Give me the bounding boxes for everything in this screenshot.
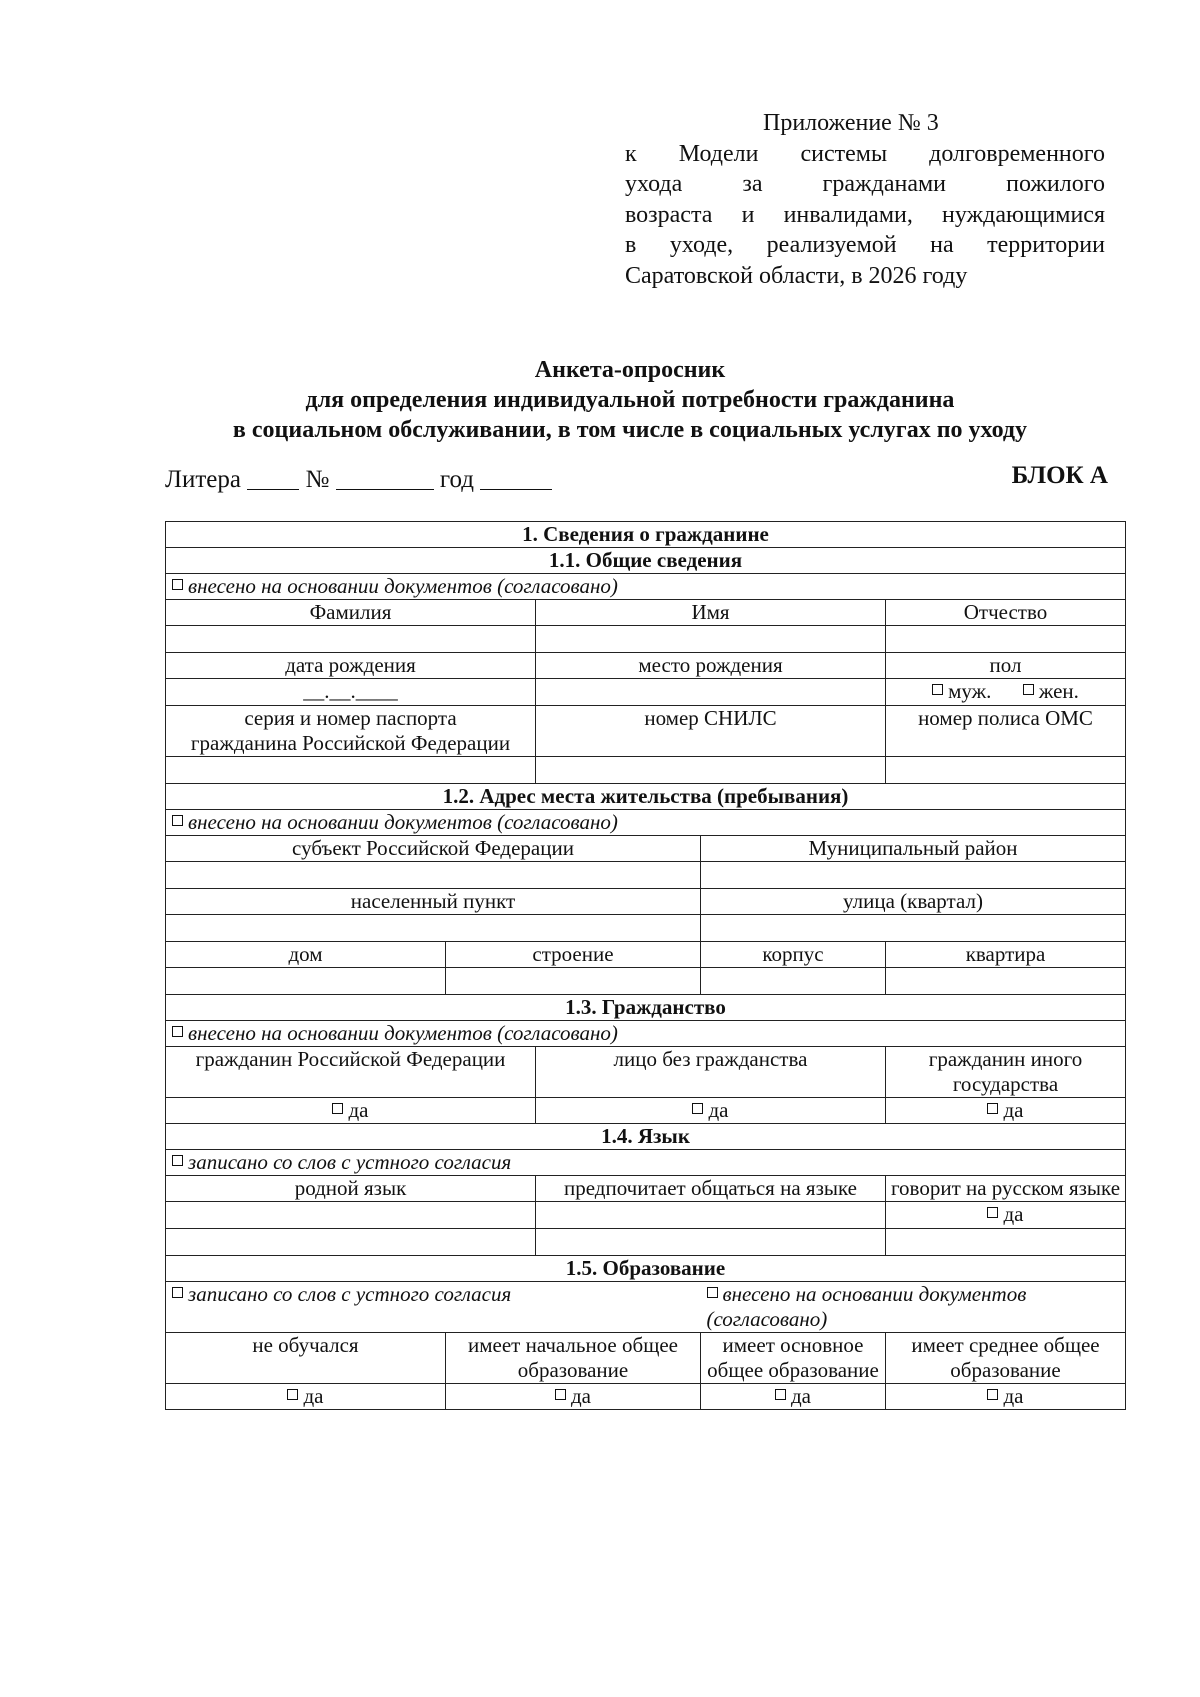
speaks-russian-option: да xyxy=(886,1202,1126,1229)
rf-citizen-option: да xyxy=(166,1098,536,1124)
checkbox[interactable] xyxy=(987,1103,998,1114)
number-label: № xyxy=(305,466,330,493)
birth-place-field[interactable] xyxy=(536,679,886,706)
native-language-label: родной язык xyxy=(166,1176,536,1202)
speaks-russian-label: говорит на русском языке xyxy=(886,1176,1126,1202)
primary-education-option: да xyxy=(446,1384,701,1410)
section-1-1-note: внесено на основании документов (согласовано) xyxy=(166,574,1126,600)
stateless-option: да xyxy=(536,1098,886,1124)
patronymic-label: Отчество xyxy=(886,600,1126,626)
section-1-3-note: внесено на основании документов (согласовано) xyxy=(166,1021,1126,1047)
checkbox[interactable] xyxy=(707,1287,718,1298)
street-label: улица (квартал) xyxy=(701,889,1126,915)
locality-label: населенный пункт xyxy=(166,889,701,915)
patronymic-field[interactable] xyxy=(886,626,1126,653)
foreign-citizen-label: гражданин иного государства xyxy=(886,1047,1126,1098)
checkbox[interactable] xyxy=(775,1389,786,1400)
snils-field[interactable] xyxy=(536,757,886,784)
section-1-title: 1. Сведения о гражданине xyxy=(166,522,1126,548)
no-education-option: да xyxy=(166,1384,446,1410)
appendix-line: к Модели системы долговременного xyxy=(625,140,1105,167)
secondary-education-option: да xyxy=(886,1384,1126,1410)
sex-label: пол xyxy=(886,653,1126,679)
oms-label: номер полиса ОМС xyxy=(886,706,1126,757)
birth-place-label: место рождения xyxy=(536,653,886,679)
foreign-citizen-option: да xyxy=(886,1098,1126,1124)
locality-field[interactable] xyxy=(166,915,701,942)
surname-label: Фамилия xyxy=(166,600,536,626)
sex-options: муж. жен. xyxy=(886,679,1126,706)
appendix-line: ухода за гражданами пожилого xyxy=(625,171,1105,197)
form-title-line: Анкета-опросник xyxy=(534,357,726,383)
building-label: строение xyxy=(446,942,701,968)
house-field[interactable] xyxy=(166,968,446,995)
litera-field[interactable] xyxy=(247,467,299,490)
district-field[interactable] xyxy=(701,862,1126,889)
form-title-line: в социальном обслуживании, в том числе в социальных услугах по уходу xyxy=(232,417,1028,443)
oms-field[interactable] xyxy=(886,757,1126,784)
empty-cell[interactable] xyxy=(536,1229,886,1256)
section-1-2-note: внесено на основании документов (согласовано) xyxy=(166,810,1126,836)
block-label: БЛОК А xyxy=(1011,462,1108,489)
year-field[interactable] xyxy=(480,467,552,490)
checkbox[interactable] xyxy=(555,1389,566,1400)
appendix-line: возраста и инвалидами, нуждающимися xyxy=(625,201,1105,228)
no-education-label: не обучался xyxy=(166,1333,446,1384)
checkbox[interactable] xyxy=(172,1287,183,1298)
male-checkbox[interactable] xyxy=(932,684,943,695)
street-field[interactable] xyxy=(701,915,1126,942)
rf-citizen-label: гражданин Российской Федерации xyxy=(166,1047,536,1098)
section-1-5-title: 1.5. Образование xyxy=(166,1256,1126,1282)
checkbox[interactable] xyxy=(692,1103,703,1114)
checkbox[interactable] xyxy=(332,1103,343,1114)
birth-date-label: дата рождения xyxy=(166,653,536,679)
section-1-5-note-docs: внесено на основании документов (согласовано) xyxy=(701,1282,1126,1333)
section-1-2-title: 1.2. Адрес места жительства (пребывания) xyxy=(166,784,1126,810)
checkbox[interactable] xyxy=(287,1389,298,1400)
checkbox[interactable] xyxy=(987,1389,998,1400)
checkbox[interactable] xyxy=(172,1155,183,1166)
apartment-field[interactable] xyxy=(886,968,1126,995)
stateless-label: лицо без гражданства xyxy=(536,1047,886,1098)
section-1-4-note: записано со слов с устного согласия xyxy=(166,1150,1126,1176)
form-title-line: для определения индивидуальной потребности гражданина xyxy=(305,387,955,413)
house-label: дом xyxy=(166,942,446,968)
preferred-language-field[interactable] xyxy=(536,1202,886,1229)
section-1-4-title: 1.4. Язык xyxy=(166,1124,1126,1150)
subject-field[interactable] xyxy=(166,862,701,889)
form-title xyxy=(150,355,1110,445)
apartment-label: квартира xyxy=(886,942,1126,968)
checkbox[interactable] xyxy=(987,1207,998,1218)
checkbox[interactable] xyxy=(172,579,183,590)
primary-education-label: имеет начальное общее образование xyxy=(446,1333,701,1384)
district-label: Муниципальный район xyxy=(701,836,1126,862)
female-checkbox[interactable] xyxy=(1023,684,1034,695)
subject-label: субъект Российской Федерации xyxy=(166,836,701,862)
litera-line xyxy=(165,466,552,494)
appendix-line: Саратовской области, в 2026 году xyxy=(625,262,968,289)
section-1-1-title: 1.1. Общие сведения xyxy=(166,548,1126,574)
native-language-field[interactable] xyxy=(166,1202,536,1229)
citizen-form-table xyxy=(165,521,1126,1410)
appendix-number: Приложение № 3 xyxy=(763,110,939,136)
litera-label: Литера xyxy=(165,466,241,493)
checkbox[interactable] xyxy=(172,815,183,826)
number-field[interactable] xyxy=(336,467,434,490)
year-label: год xyxy=(439,466,474,493)
empty-cell[interactable] xyxy=(886,1229,1126,1256)
birth-date-field[interactable]: __.__.____ xyxy=(166,679,536,706)
empty-cell[interactable] xyxy=(166,1229,536,1256)
section-1-5-note-oral: записано со слов с устного согласия xyxy=(166,1282,701,1333)
appendix-note xyxy=(625,108,1105,291)
basic-education-label: имеет основное общее образование xyxy=(701,1333,886,1384)
passport-field[interactable] xyxy=(166,757,536,784)
snils-label: номер СНИЛС xyxy=(536,706,886,757)
block-field[interactable] xyxy=(701,968,886,995)
block-label: корпус xyxy=(701,942,886,968)
appendix-line: в уходе, реализуемой на территории xyxy=(625,232,1105,258)
passport-label: серия и номер паспорта гражданина Российской Федерации xyxy=(166,706,536,757)
checkbox[interactable] xyxy=(172,1026,183,1037)
preferred-language-label: предпочитает общаться на языке xyxy=(536,1176,886,1202)
name-label: Имя xyxy=(536,600,886,626)
secondary-education-label: имеет среднее общее образование xyxy=(886,1333,1126,1384)
name-field[interactable] xyxy=(536,626,886,653)
section-1-3-title: 1.3. Гражданство xyxy=(166,995,1126,1021)
surname-field[interactable] xyxy=(166,626,536,653)
basic-education-option: да xyxy=(701,1384,886,1410)
building-field[interactable] xyxy=(446,968,701,995)
